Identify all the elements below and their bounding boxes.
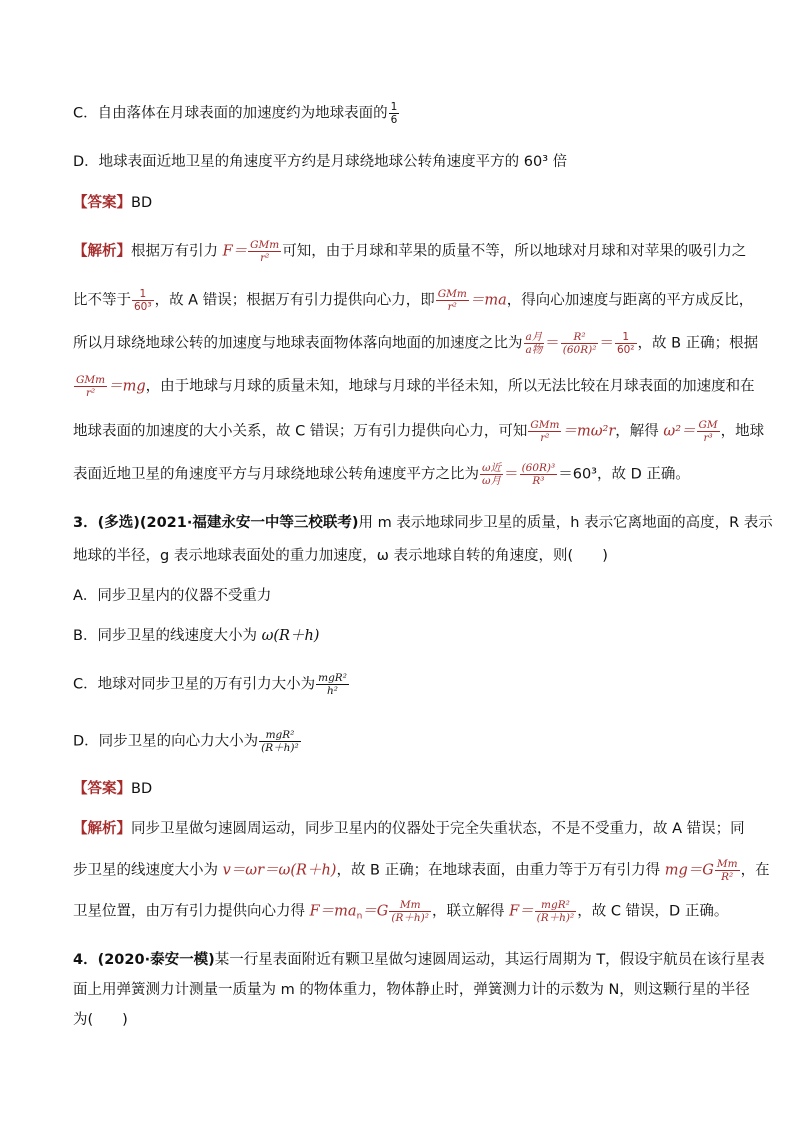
q3-analysis-line-2: 步卫星的线速度大小为 v＝ωr＝ω(R＋h)，故 B 正确；在地球表面，由重力等于万有引力得 mg＝G $\frac{Mm}{\text{R²}}$ ，在 (73, 858, 770, 883)
answer-block-2: 【答案】BD (73, 781, 153, 797)
question-4-line-2: 面上用弹簧测力计测量一质量为 m 的物体重力，物体静止时，弹簧测力计的示数为 N，则这颗行星的半径 (73, 982, 750, 998)
question-4-line-1: 4．(2020·泰安一模)某一行星表面附近有颗卫星做匀速圆周运动，其运行周期为 T，假设宇航员在该行星表 (73, 952, 765, 968)
analysis-line-1: 【解析】根据万有引力 F＝ $\frac{\text{GMm}}{\text{r²}}$ 可知，由于月球和苹果的质量不等，所以地球对月球和对苹果的吸引力之 (73, 239, 747, 264)
option-c: C．自由落体在月球表面的加速度约为地球表面的 $\frac{1}{6}$ (73, 101, 398, 126)
question-4-line-3: 为( ) (73, 1012, 128, 1028)
analysis-line-6: 表面近地卫星的角速度平方与月球绕地球公转角速度平方之比为 $\frac{\text{ω近}}{\text{ω月}}$ ＝ $\frac{\text{(60R)³}}{\text{R³}}$ ＝60³，故 D 正确。 (73, 462, 690, 487)
answer-value: BD (131, 195, 153, 211)
q3-option-c: C．地球对同步卫星的万有引力大小为 $\frac{\text{mgR²}}{\text{h²}}$ (73, 672, 347, 697)
answer-block (73, 193, 152, 213)
answer-label: 【答案】 (73, 195, 131, 211)
analysis-line-3: 所以月球绕地球公转的加速度与地球表面物体落向地面的加速度之比为 $\frac{\text{a月}}{\text{a物}}$ ＝ $\frac{\text{R²}}{\text{(60R)²}}$ ＝ $\frac{1}{\text{60²}}$ ，故 B 正确；根据 (73, 331, 759, 356)
q3-option-b: B．同步卫星的线速度大小为 ω(R＋h) (73, 628, 320, 644)
question-3-line-2: 地球的半径，g 表示地球表面处的重力加速度，ω 表示地球自转的角速度，则( ) (73, 548, 608, 564)
option-d: D．地球表面近地卫星的角速度平方约是月球绕地球公转角速度平方的 60³ 倍 (73, 154, 568, 170)
fraction: $\frac{1}{6}$ (390, 101, 398, 126)
q3-option-a: A．同步卫星内的仪器不受重力 (73, 588, 272, 604)
q3-analysis-line-3: 卫星位置，由万有引力提供向心力得 $F=ma_n=G$ $\frac{Mm}{\text{(R＋h)²}}$ ，联立解得 F＝ $\frac{\text{mgR²}}{\text{(R＋h)²}}$ ，故 C 错误，D 正确。 (73, 899, 729, 924)
analysis-line-4: $\frac{\text{GMm}}{\text{r²}}$ ＝mg，由于地球与月球的质量未知，地球与月球的半径未知，所以无法比较在月球表面的加速度和在 (76, 374, 755, 399)
q3-option-d: D．同步卫星的向心力大小为 $\frac{\text{mgR²}}{\text{(R＋h)²}}$ (73, 729, 299, 754)
analysis-line-5: 地球表面的加速度的大小关系，故 C 错误；万有引力提供向心力，可知 $\frac{\text{GMm}}{\text{r²}}$ ＝mω²r，解得 ω²＝ $\frac{GM}{\text{r³}}$ ，地球 (73, 419, 765, 444)
analysis-line-2: 比不等于 $\frac{1}{\text{60³}}$ ，故 A 错误；根据万有引力提供向心力，即 $\frac{\text{GMm}}{\text{r²}}$ ＝ma，得向心加速度与距离的平方成反比， (73, 288, 754, 313)
question-3-line-1: 3．(多选)(2021·福建永安一中等三校联考)用 m 表示地球同步卫星的质量，h 表示它离地面的高度，R 表示 (73, 515, 773, 531)
q3-analysis-line-1: 【解析】同步卫星做匀速圆周运动，同步卫星内的仪器处于完全失重状态，不是不受重力，故 A 错误；同 (73, 821, 745, 837)
